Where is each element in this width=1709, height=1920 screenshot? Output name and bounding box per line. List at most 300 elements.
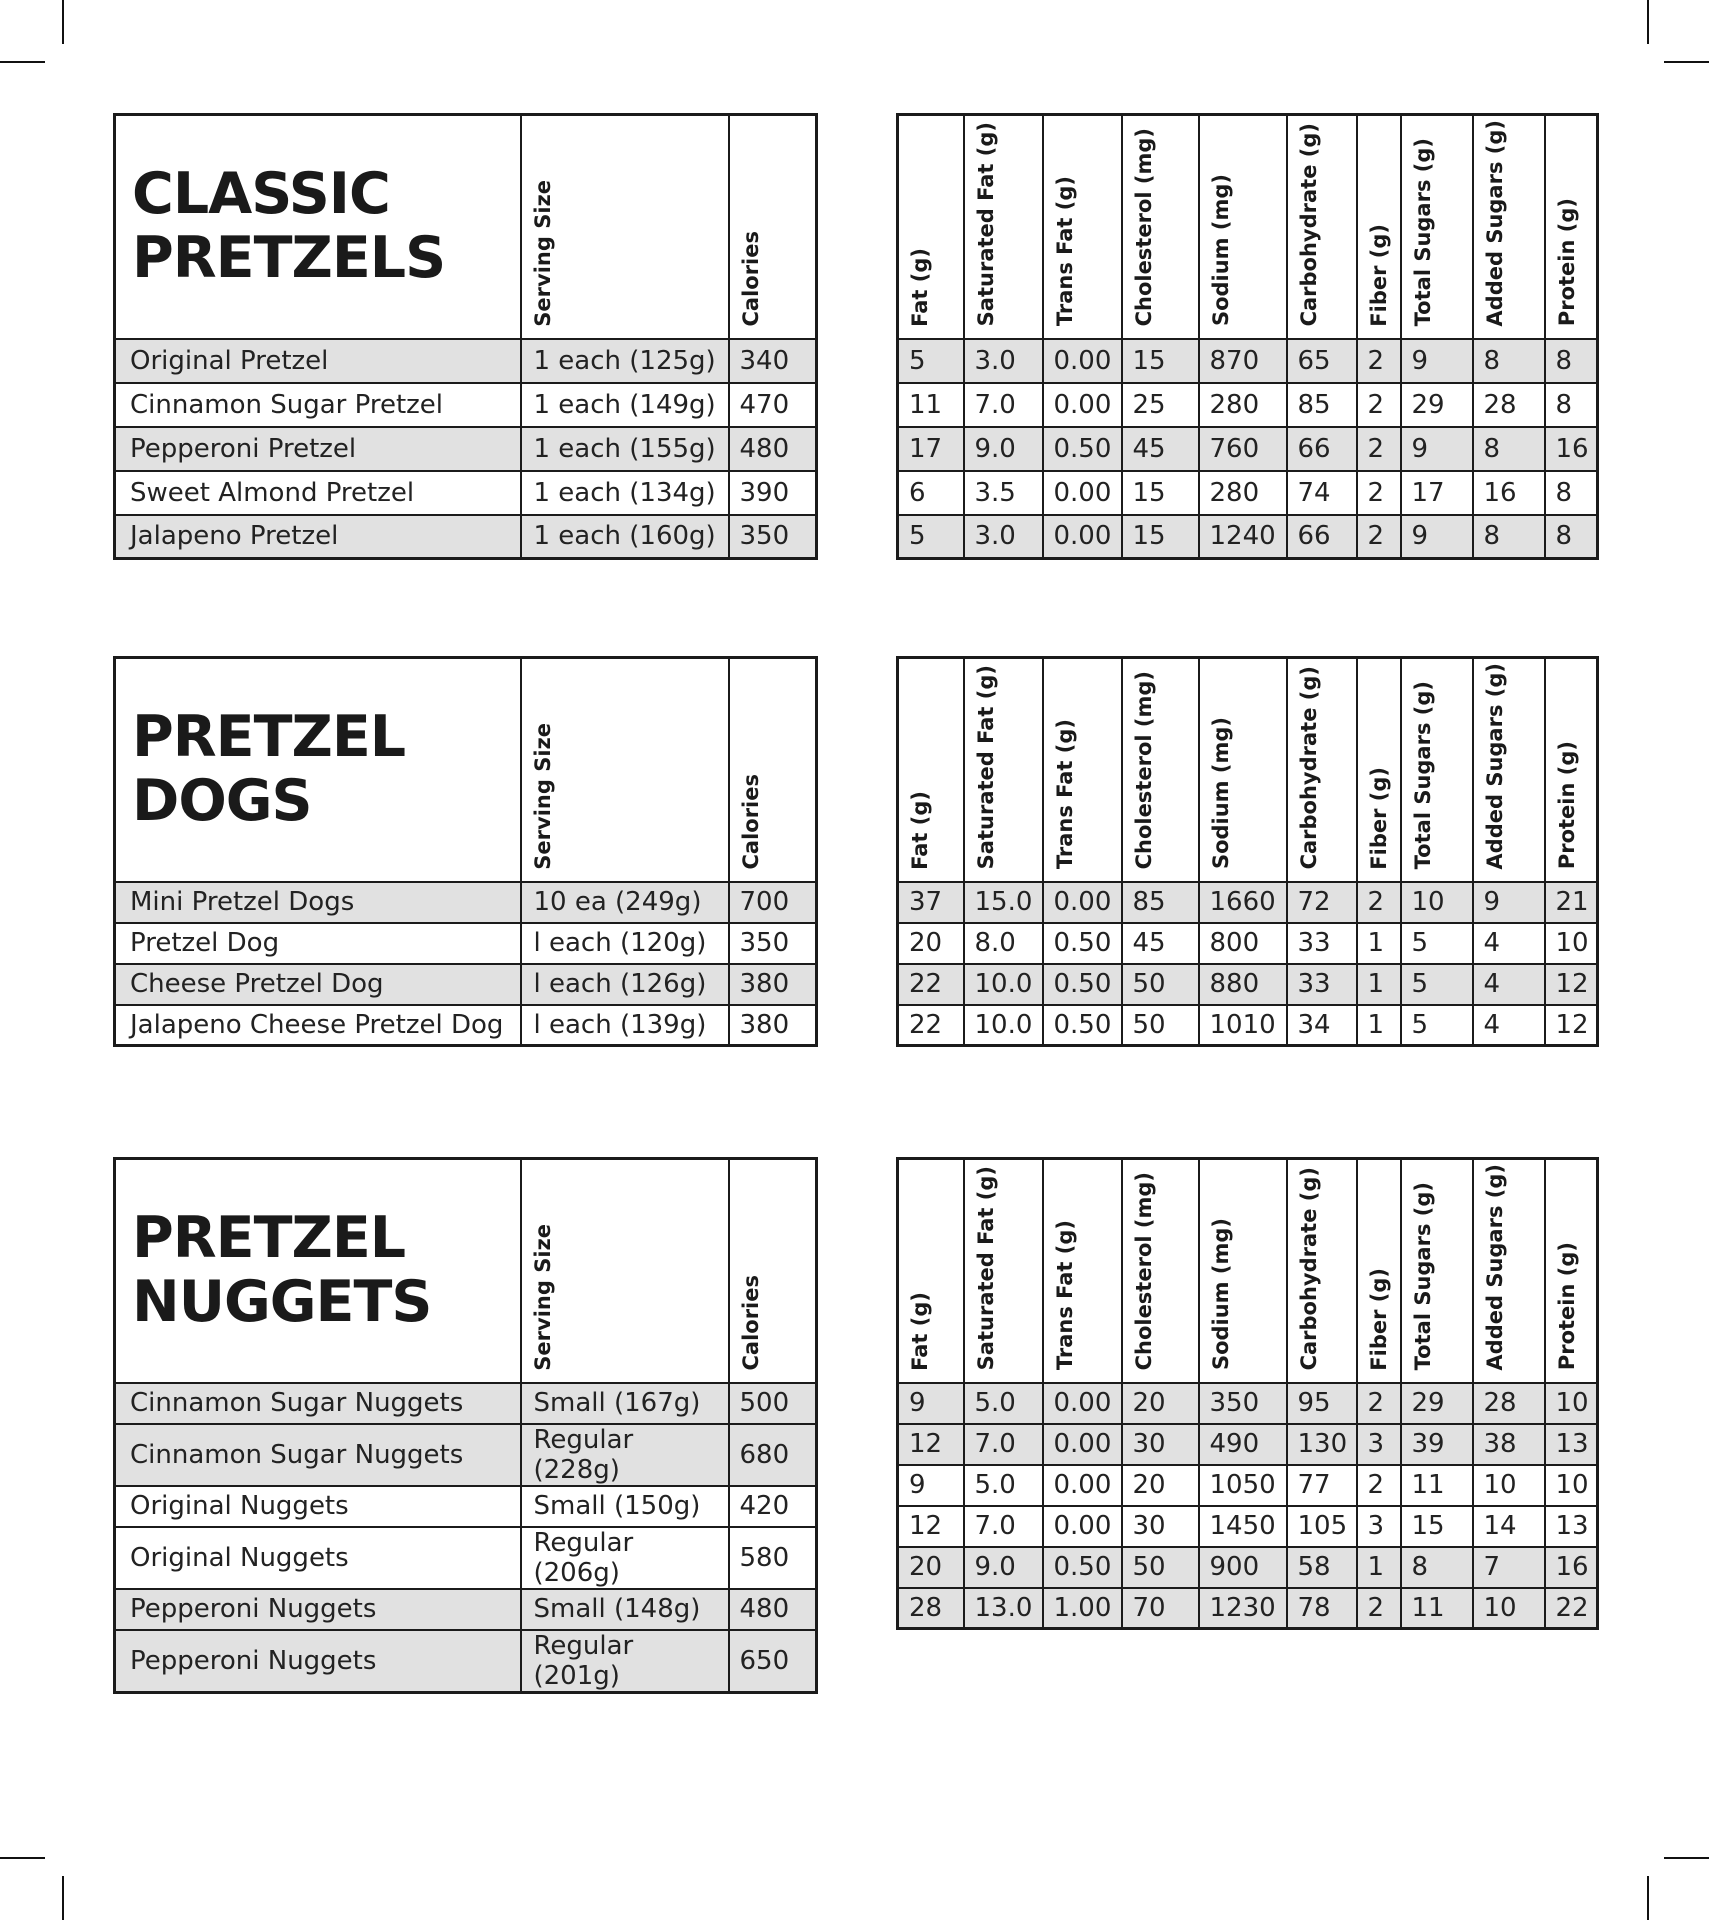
table-row xyxy=(898,1506,1598,1547)
total-sugars-label: Total Sugars (g) xyxy=(1410,138,1435,327)
col-header-fat xyxy=(898,1159,964,1383)
col-header-saturated-fat xyxy=(964,115,1043,339)
nutrition-value-cell: 4 xyxy=(1473,923,1545,964)
nutrition-value-cell: 13 xyxy=(1545,1506,1598,1547)
nutrition-value-cell: 2 xyxy=(1357,515,1401,559)
col-header-calories xyxy=(729,1159,817,1383)
nutrition-value-cell: 9 xyxy=(1401,427,1473,471)
col-header-serving-size xyxy=(521,115,729,339)
crop-mark-bottom-left-horizontal xyxy=(0,1857,45,1859)
nutrition-value-cell: 85 xyxy=(1287,383,1357,427)
nutrition-value-cell: 0.50 xyxy=(1043,923,1122,964)
nutrition-value-cell: 5 xyxy=(898,515,964,559)
table-row xyxy=(898,1547,1598,1588)
nutrition-value-cell: 1050 xyxy=(1199,1465,1287,1506)
title-line: NUGGETS xyxy=(132,1268,432,1335)
nutrition-value-cell: 0.00 xyxy=(1043,1424,1122,1465)
col-header-protein xyxy=(1545,115,1598,339)
added-sugars-label: Added Sugars (g) xyxy=(1482,119,1507,327)
nutrition-value-cell: 14 xyxy=(1473,1506,1545,1547)
nutrition-value-cell: 2 xyxy=(1357,882,1401,923)
nutrition-value-cell: 5 xyxy=(1401,1005,1473,1046)
serving-size-cell: Regular (228g) xyxy=(521,1424,729,1486)
nutrition-value-cell: 0.50 xyxy=(1043,1005,1122,1046)
nutrition-value-cell: 58 xyxy=(1287,1547,1357,1588)
nutrition-value-cell: 12 xyxy=(898,1506,964,1547)
fiber-label: Fiber (g) xyxy=(1366,1267,1391,1371)
table-row xyxy=(115,1005,817,1046)
cholesterol-label: Cholesterol (mg) xyxy=(1131,1172,1156,1371)
fat-label: Fat (g) xyxy=(908,790,932,870)
nutrition-value-cell: 11 xyxy=(1401,1588,1473,1629)
table-row xyxy=(898,1424,1598,1465)
nutrition-value-cell: 8 xyxy=(1545,515,1598,559)
calories-cell: 350 xyxy=(729,923,817,964)
calories-cell: 470 xyxy=(729,383,817,427)
crop-mark-bottom-left-vertical xyxy=(62,1876,64,1920)
crop-mark-top-right-horizontal xyxy=(1664,61,1709,63)
calories-cell: 680 xyxy=(729,1424,817,1486)
nutrition-value-cell: 0.00 xyxy=(1043,471,1122,515)
section-title xyxy=(115,115,521,339)
product-name-cell: Sweet Almond Pretzel xyxy=(115,471,521,515)
serving-size-cell: 1 each (149g) xyxy=(521,383,729,427)
table-row xyxy=(898,882,1598,923)
nutrition-value-cell: 10 xyxy=(1545,923,1598,964)
product-name-cell: Original Pretzel xyxy=(115,339,521,383)
nutrition-value-cell: 880 xyxy=(1199,964,1287,1005)
nutrition-value-cell: 10 xyxy=(1401,882,1473,923)
serving-size-cell: 1 each (125g) xyxy=(521,339,729,383)
table-row xyxy=(898,923,1598,964)
col-header-saturated-fat xyxy=(964,1159,1043,1383)
calories-cell: 390 xyxy=(729,471,817,515)
table-row xyxy=(898,515,1598,559)
table-row xyxy=(898,1383,1598,1424)
calories-cell: 420 xyxy=(729,1486,817,1527)
table-row xyxy=(115,1589,817,1630)
nutrition-value-cell: 1 xyxy=(1357,1005,1401,1046)
nutrition-value-cell: 1 xyxy=(1357,1547,1401,1588)
serving-size-cell: 1 each (155g) xyxy=(521,427,729,471)
carbohydrate-label: Carbohydrate (g) xyxy=(1296,1167,1321,1371)
crop-mark-bottom-right-vertical xyxy=(1647,1876,1649,1920)
col-header-carbohydrate xyxy=(1287,1159,1357,1383)
added-sugars-label: Added Sugars (g) xyxy=(1482,662,1507,870)
nutrition-value-cell: 30 xyxy=(1122,1506,1199,1547)
header-row xyxy=(898,1159,1598,1383)
nutrition-value-cell: 20 xyxy=(898,1547,964,1588)
nutrition-value-cell: 13 xyxy=(1545,1424,1598,1465)
crop-mark-bottom-right-horizontal xyxy=(1664,1857,1709,1859)
fat-label: Fat (g) xyxy=(908,1291,932,1371)
serving-size-cell: Small (148g) xyxy=(521,1589,729,1630)
pretzel-dogs-info-table xyxy=(113,656,818,1047)
col-header-cholesterol xyxy=(1122,658,1199,882)
nutrition-value-cell: 8 xyxy=(1545,383,1598,427)
pretzel-nuggets-info-table xyxy=(113,1157,818,1694)
nutrition-value-cell: 9 xyxy=(1473,882,1545,923)
col-header-added-sugars xyxy=(1473,658,1545,882)
col-header-fat xyxy=(898,115,964,339)
calories-cell: 380 xyxy=(729,964,817,1005)
nutrition-value-cell: 85 xyxy=(1122,882,1199,923)
col-header-sodium xyxy=(1199,115,1287,339)
nutrition-value-cell: 7.0 xyxy=(964,1424,1043,1465)
nutrition-value-cell: 1240 xyxy=(1199,515,1287,559)
nutrition-value-cell: 15.0 xyxy=(964,882,1043,923)
serving-size-cell: Small (167g) xyxy=(521,1383,729,1424)
table-row xyxy=(898,1588,1598,1629)
serving-size-label: Serving Size xyxy=(530,179,555,327)
nutrition-value-cell: 70 xyxy=(1122,1588,1199,1629)
header-row xyxy=(115,115,817,339)
nutrition-value-cell: 2 xyxy=(1357,471,1401,515)
nutrition-value-cell: 490 xyxy=(1199,1424,1287,1465)
carbohydrate-label: Carbohydrate (g) xyxy=(1296,666,1321,870)
nutrition-value-cell: 66 xyxy=(1287,515,1357,559)
nutrition-value-cell: 8.0 xyxy=(964,923,1043,964)
nutrition-value-cell: 12 xyxy=(898,1424,964,1465)
pretzel-nuggets-nutrition-table xyxy=(896,1157,1599,1630)
nutrition-value-cell: 2 xyxy=(1357,1588,1401,1629)
nutrition-value-cell: 15 xyxy=(1122,471,1199,515)
saturated-fat-label: Saturated Fat (g) xyxy=(973,122,998,327)
nutrition-value-cell: 9.0 xyxy=(964,1547,1043,1588)
product-name-cell: Jalapeno Cheese Pretzel Dog xyxy=(115,1005,521,1046)
title-line: PRETZEL xyxy=(132,1204,406,1271)
col-header-serving-size xyxy=(521,658,729,882)
serving-size-cell: Regular (201g) xyxy=(521,1630,729,1693)
title-line: CLASSIC xyxy=(132,160,390,227)
nutrition-value-cell: 34 xyxy=(1287,1005,1357,1046)
nutrition-value-cell: 8 xyxy=(1545,339,1598,383)
table-row xyxy=(115,882,817,923)
nutrition-value-cell: 28 xyxy=(1473,1383,1545,1424)
product-name-cell: Jalapeno Pretzel xyxy=(115,515,521,559)
nutrition-value-cell: 10 xyxy=(1473,1465,1545,1506)
crop-mark-top-left-vertical xyxy=(62,0,64,44)
calories-cell: 380 xyxy=(729,1005,817,1046)
nutrition-value-cell: 25 xyxy=(1122,383,1199,427)
col-header-fiber xyxy=(1357,115,1401,339)
nutrition-value-cell: 17 xyxy=(898,427,964,471)
trans-fat-label: Trans Fat (g) xyxy=(1052,1220,1077,1371)
col-header-serving-size xyxy=(521,1159,729,1383)
nutrition-value-cell: 8 xyxy=(1545,471,1598,515)
nutrition-value-cell: 5 xyxy=(1401,964,1473,1005)
product-name-cell: Original Nuggets xyxy=(115,1527,521,1589)
fiber-label: Fiber (g) xyxy=(1366,223,1391,327)
calories-cell: 480 xyxy=(729,1589,817,1630)
col-header-calories xyxy=(729,658,817,882)
nutrition-value-cell: 22 xyxy=(898,964,964,1005)
nutrition-value-cell: 22 xyxy=(898,1005,964,1046)
nutrition-value-cell: 1660 xyxy=(1199,882,1287,923)
crop-mark-top-right-vertical xyxy=(1647,0,1649,44)
nutrition-value-cell: 9.0 xyxy=(964,427,1043,471)
nutrition-value-cell: 20 xyxy=(1122,1383,1199,1424)
nutrition-value-cell: 0.00 xyxy=(1043,882,1122,923)
table-row xyxy=(115,1424,817,1486)
col-header-total-sugars xyxy=(1401,115,1473,339)
table-row xyxy=(898,471,1598,515)
nutrition-value-cell: 20 xyxy=(1122,1465,1199,1506)
product-name-cell: Pepperoni Nuggets xyxy=(115,1589,521,1630)
nutrition-value-cell: 2 xyxy=(1357,383,1401,427)
col-header-fiber xyxy=(1357,658,1401,882)
nutrition-value-cell: 15 xyxy=(1401,1506,1473,1547)
nutrition-value-cell: 8 xyxy=(1473,427,1545,471)
col-header-saturated-fat xyxy=(964,658,1043,882)
nutrition-value-cell: 1230 xyxy=(1199,1588,1287,1629)
nutrition-value-cell: 11 xyxy=(1401,1465,1473,1506)
nutrition-value-cell: 0.50 xyxy=(1043,964,1122,1005)
nutrition-value-cell: 4 xyxy=(1473,964,1545,1005)
nutrition-value-cell: 900 xyxy=(1199,1547,1287,1588)
nutrition-value-cell: 3.0 xyxy=(964,339,1043,383)
nutrition-value-cell: 350 xyxy=(1199,1383,1287,1424)
table-row xyxy=(898,383,1598,427)
nutrition-value-cell: 65 xyxy=(1287,339,1357,383)
nutrition-value-cell: 50 xyxy=(1122,1005,1199,1046)
nutrition-value-cell: 5 xyxy=(1401,923,1473,964)
nutrition-value-cell: 10.0 xyxy=(964,964,1043,1005)
nutrition-value-cell: 0.00 xyxy=(1043,339,1122,383)
saturated-fat-label: Saturated Fat (g) xyxy=(973,665,998,870)
nutrition-value-cell: 105 xyxy=(1287,1506,1357,1547)
calories-label: Calories xyxy=(738,230,763,327)
nutrition-value-cell: 0.50 xyxy=(1043,427,1122,471)
col-header-trans-fat xyxy=(1043,658,1122,882)
nutrition-value-cell: 870 xyxy=(1199,339,1287,383)
nutrition-value-cell: 9 xyxy=(1401,339,1473,383)
total-sugars-label: Total Sugars (g) xyxy=(1410,1182,1435,1371)
nutrition-value-cell: 20 xyxy=(898,923,964,964)
nutrition-value-cell: 33 xyxy=(1287,923,1357,964)
nutrition-value-cell: 29 xyxy=(1401,383,1473,427)
col-header-protein xyxy=(1545,1159,1598,1383)
col-header-carbohydrate xyxy=(1287,115,1357,339)
col-header-fiber xyxy=(1357,1159,1401,1383)
col-header-sodium xyxy=(1199,1159,1287,1383)
calories-cell: 480 xyxy=(729,427,817,471)
col-header-sodium xyxy=(1199,658,1287,882)
nutrition-value-cell: 8 xyxy=(1401,1547,1473,1588)
nutrition-value-cell: 16 xyxy=(1545,1547,1598,1588)
table-row xyxy=(115,383,817,427)
col-header-added-sugars xyxy=(1473,115,1545,339)
nutrition-value-cell: 1.00 xyxy=(1043,1588,1122,1629)
nutrition-value-cell: 28 xyxy=(898,1588,964,1629)
nutrition-value-cell: 0.50 xyxy=(1043,1547,1122,1588)
calories-cell: 580 xyxy=(729,1527,817,1589)
nutrition-value-cell: 5 xyxy=(898,339,964,383)
product-name-cell: Pretzel Dog xyxy=(115,923,521,964)
nutrition-value-cell: 78 xyxy=(1287,1588,1357,1629)
nutrition-value-cell: 15 xyxy=(1122,515,1199,559)
serving-size-cell: Regular (206g) xyxy=(521,1527,729,1589)
sodium-label: Sodium (mg) xyxy=(1208,717,1233,870)
serving-size-cell: 10 ea (249g) xyxy=(521,882,729,923)
nutrition-value-cell: 12 xyxy=(1545,964,1598,1005)
nutrition-value-cell: 7.0 xyxy=(964,1506,1043,1547)
table-row xyxy=(115,427,817,471)
section-title xyxy=(115,1159,521,1383)
classic-pretzels-info-table xyxy=(113,113,818,560)
table-row xyxy=(115,515,817,559)
protein-label: Protein (g) xyxy=(1554,741,1579,870)
nutrition-value-cell: 3.0 xyxy=(964,515,1043,559)
nutrition-value-cell: 10 xyxy=(1545,1465,1598,1506)
col-header-calories xyxy=(729,115,817,339)
nutrition-value-cell: 21 xyxy=(1545,882,1598,923)
table-row xyxy=(898,1005,1598,1046)
nutrition-value-cell: 45 xyxy=(1122,923,1199,964)
nutrition-value-cell: 16 xyxy=(1473,471,1545,515)
nutrition-value-cell: 5.0 xyxy=(964,1383,1043,1424)
col-header-cholesterol xyxy=(1122,115,1199,339)
nutrition-value-cell: 30 xyxy=(1122,1424,1199,1465)
nutrition-value-cell: 0.00 xyxy=(1043,515,1122,559)
table-row xyxy=(115,1630,817,1693)
nutrition-value-cell: 72 xyxy=(1287,882,1357,923)
nutrition-value-cell: 3 xyxy=(1357,1424,1401,1465)
title-line: DOGS xyxy=(132,767,312,834)
nutrition-value-cell: 8 xyxy=(1473,339,1545,383)
header-row xyxy=(898,658,1598,882)
table-row xyxy=(898,1465,1598,1506)
col-header-total-sugars xyxy=(1401,1159,1473,1383)
col-header-protein xyxy=(1545,658,1598,882)
table-row xyxy=(115,1486,817,1527)
calories-cell: 650 xyxy=(729,1630,817,1693)
serving-size-label: Serving Size xyxy=(530,1223,555,1371)
nutrition-value-cell: 50 xyxy=(1122,964,1199,1005)
nutrition-value-cell: 800 xyxy=(1199,923,1287,964)
product-name-cell: Cinnamon Sugar Nuggets xyxy=(115,1424,521,1486)
calories-cell: 340 xyxy=(729,339,817,383)
calories-cell: 700 xyxy=(729,882,817,923)
sodium-label: Sodium (mg) xyxy=(1208,1218,1233,1371)
nutrition-value-cell: 2 xyxy=(1357,1383,1401,1424)
table-row xyxy=(898,339,1598,383)
nutrition-value-cell: 29 xyxy=(1401,1383,1473,1424)
product-name-cell: Mini Pretzel Dogs xyxy=(115,882,521,923)
product-name-cell: Cinnamon Sugar Nuggets xyxy=(115,1383,521,1424)
section-title xyxy=(115,658,521,882)
product-name-cell: Pepperoni Nuggets xyxy=(115,1630,521,1693)
cholesterol-label: Cholesterol (mg) xyxy=(1131,128,1156,327)
nutrition-value-cell: 10 xyxy=(1545,1383,1598,1424)
nutrition-value-cell: 2 xyxy=(1357,427,1401,471)
nutrition-value-cell: 17 xyxy=(1401,471,1473,515)
fiber-label: Fiber (g) xyxy=(1366,766,1391,870)
col-header-trans-fat xyxy=(1043,1159,1122,1383)
serving-size-cell: Small (150g) xyxy=(521,1486,729,1527)
table-row xyxy=(115,1527,817,1589)
table-row xyxy=(898,964,1598,1005)
nutrition-value-cell: 95 xyxy=(1287,1383,1357,1424)
nutrition-value-cell: 9 xyxy=(898,1465,964,1506)
calories-label: Calories xyxy=(738,1274,763,1371)
nutrition-value-cell: 1450 xyxy=(1199,1506,1287,1547)
nutrition-value-cell: 2 xyxy=(1357,339,1401,383)
nutrition-value-cell: 11 xyxy=(898,383,964,427)
protein-label: Protein (g) xyxy=(1554,198,1579,327)
nutrition-value-cell: 39 xyxy=(1401,1424,1473,1465)
table-row xyxy=(115,1383,817,1424)
col-header-added-sugars xyxy=(1473,1159,1545,1383)
sodium-label: Sodium (mg) xyxy=(1208,174,1233,327)
nutrition-value-cell: 6 xyxy=(898,471,964,515)
title-line: PRETZEL xyxy=(132,703,406,770)
serving-size-cell: l each (126g) xyxy=(521,964,729,1005)
nutrition-value-cell: 28 xyxy=(1473,383,1545,427)
nutrition-value-cell: 0.00 xyxy=(1043,1465,1122,1506)
cholesterol-label: Cholesterol (mg) xyxy=(1131,671,1156,870)
nutrition-value-cell: 13.0 xyxy=(964,1588,1043,1629)
header-row xyxy=(115,1159,817,1383)
nutrition-value-cell: 9 xyxy=(898,1383,964,1424)
nutrition-value-cell: 0.00 xyxy=(1043,1506,1122,1547)
nutrition-value-cell: 3.5 xyxy=(964,471,1043,515)
product-name-cell: Pepperoni Pretzel xyxy=(115,427,521,471)
table-row xyxy=(898,427,1598,471)
nutrition-value-cell: 7 xyxy=(1473,1547,1545,1588)
trans-fat-label: Trans Fat (g) xyxy=(1052,176,1077,327)
fat-label: Fat (g) xyxy=(908,247,932,327)
product-name-cell: Cheese Pretzel Dog xyxy=(115,964,521,1005)
classic-pretzels-nutrition-table xyxy=(896,113,1599,560)
nutrition-value-cell: 16 xyxy=(1545,427,1598,471)
nutrition-value-cell: 12 xyxy=(1545,1005,1598,1046)
nutrition-value-cell: 280 xyxy=(1199,383,1287,427)
table-row xyxy=(115,339,817,383)
col-header-fat xyxy=(898,658,964,882)
title-line: PRETZELS xyxy=(132,224,446,291)
nutrition-value-cell: 45 xyxy=(1122,427,1199,471)
serving-size-cell: l each (139g) xyxy=(521,1005,729,1046)
nutrition-value-cell: 74 xyxy=(1287,471,1357,515)
nutrition-value-cell: 38 xyxy=(1473,1424,1545,1465)
nutrition-value-cell: 2 xyxy=(1357,1465,1401,1506)
table-row xyxy=(115,964,817,1005)
calories-label: Calories xyxy=(738,773,763,870)
col-header-cholesterol xyxy=(1122,1159,1199,1383)
calories-cell: 500 xyxy=(729,1383,817,1424)
nutrition-value-cell: 10.0 xyxy=(964,1005,1043,1046)
nutrition-value-cell: 130 xyxy=(1287,1424,1357,1465)
added-sugars-label: Added Sugars (g) xyxy=(1482,1163,1507,1371)
serving-size-label: Serving Size xyxy=(530,722,555,870)
crop-mark-top-left-horizontal xyxy=(0,61,45,63)
table-row xyxy=(115,471,817,515)
nutrition-value-cell: 10 xyxy=(1473,1588,1545,1629)
nutrition-value-cell: 15 xyxy=(1122,339,1199,383)
nutrition-value-cell: 7.0 xyxy=(964,383,1043,427)
trans-fat-label: Trans Fat (g) xyxy=(1052,719,1077,870)
header-row xyxy=(115,658,817,882)
nutrition-value-cell: 5.0 xyxy=(964,1465,1043,1506)
nutrition-value-cell: 760 xyxy=(1199,427,1287,471)
col-header-total-sugars xyxy=(1401,658,1473,882)
calories-cell: 350 xyxy=(729,515,817,559)
serving-size-cell: l each (120g) xyxy=(521,923,729,964)
nutrition-value-cell: 77 xyxy=(1287,1465,1357,1506)
nutrition-value-cell: 50 xyxy=(1122,1547,1199,1588)
nutrition-value-cell: 0.00 xyxy=(1043,383,1122,427)
